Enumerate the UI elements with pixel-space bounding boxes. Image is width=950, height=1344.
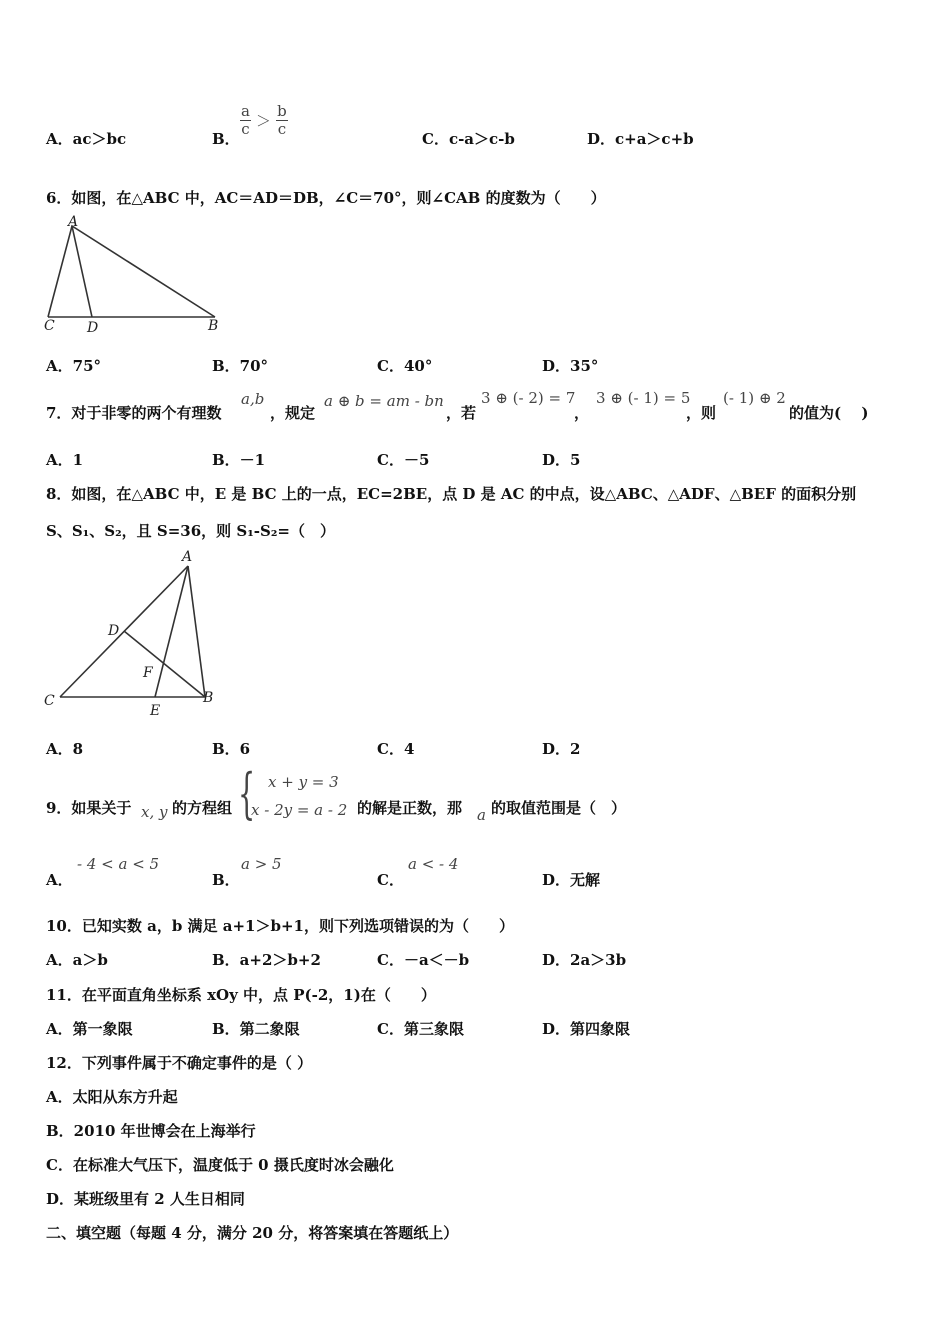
q9-var-a: a: [477, 806, 486, 824]
q9-equation-1: x + y = 3: [268, 773, 339, 791]
q8-option-d: D．2: [542, 740, 581, 758]
q9-option-a-expr: - 4 < a < 5: [77, 855, 160, 873]
q9-option-c: C．: [377, 871, 404, 889]
q5-option-b: B．: [212, 130, 240, 148]
q8-label-a: A: [182, 549, 193, 565]
q6-stem: 6．如图，在△ABC 中，AC＝AD＝DB，∠C＝70°，则∠CAB 的度数为（ ）: [46, 189, 606, 207]
q9-equation-2: x - 2y = a - 2: [251, 801, 348, 819]
q11-option-a: A．第一象限: [46, 1020, 133, 1038]
q10-option-a: A．a＞b: [46, 951, 108, 969]
q12-stem: 12．下列事件属于不确定事件的是（ ）: [46, 1054, 313, 1072]
q7-condition-1: 3 ⊕ (- 2) = 7: [481, 389, 576, 407]
q9-option-d: D．无解: [542, 871, 601, 889]
q8-label-d: D: [108, 623, 120, 639]
q8-label-b: B: [203, 690, 214, 706]
q11-option-b: B．第二象限: [212, 1020, 300, 1038]
q8-option-b: B．6: [212, 740, 251, 758]
q12-option-d: D．某班级里有 2 人生日相同: [46, 1190, 245, 1208]
q8-label-e: E: [150, 703, 161, 719]
q7-expression: (- 1) ⊕ 2: [723, 389, 786, 407]
q7-vars: a,b: [241, 390, 265, 408]
q5-option-b-fraction: $\frac{a}{c}$ ＞ $\frac{b}{c}$: [241, 102, 287, 138]
q12-option-b: B．2010 年世博会在上海举行: [46, 1122, 256, 1140]
q7-stem-suffix: 的值为( ): [789, 404, 869, 422]
q7-option-a: A．1: [46, 451, 84, 469]
section-2-title: 二、填空题（每题 4 分，满分 20 分，将答案填在答题纸上）: [46, 1224, 459, 1242]
q8-label-c: C: [44, 693, 55, 709]
q6-label-d: D: [87, 320, 99, 336]
q7-stem-mid1: ，规定: [270, 404, 316, 422]
q10-option-d: D．2a＞3b: [542, 951, 627, 969]
q9-stem-mid2: 的解是正数，那: [357, 799, 463, 817]
q6-option-c: C．40°: [377, 357, 433, 375]
q6-triangle-figure: [40, 214, 230, 336]
q7-condition-2: 3 ⊕ (- 1) = 5: [596, 389, 691, 407]
q7-stem-mid2: ，若: [446, 404, 477, 422]
q8-label-f: F: [143, 665, 153, 681]
q9-option-c-expr: a < - 4: [408, 855, 459, 873]
q7-stem-prefix: 7．对于非零的两个有理数: [46, 404, 222, 422]
q12-option-a: A．太阳从东方升起: [46, 1088, 178, 1106]
q6-label-b: B: [208, 318, 219, 334]
q8-option-a: A．8: [46, 740, 84, 758]
q6-label-c: C: [44, 318, 55, 334]
q9-option-b-expr: a > 5: [241, 855, 282, 873]
q8-option-c: C．4: [377, 740, 415, 758]
q10-stem: 10．已知实数 a，b 满足 a+1＞b+1，则下列选项错误的为（ ）: [46, 917, 514, 935]
q7-option-d: D．5: [542, 451, 581, 469]
q6-option-d: D．35°: [542, 357, 599, 375]
q10-option-c: C．－a＜－b: [377, 951, 470, 969]
q9-stem-suffix: 的取值范围是（ ）: [491, 799, 627, 817]
q7-option-b: B．－1: [212, 451, 266, 469]
q12-option-c: C．在标准大气压下，温度低于 0 摄氏度时冰会融化: [46, 1156, 394, 1174]
q7-separator: ，: [574, 404, 590, 422]
q9-system-brace: {: [238, 762, 256, 825]
q11-option-d: D．第四象限: [542, 1020, 631, 1038]
q9-option-b: B．: [212, 871, 240, 889]
q7-stem-mid3: ，则: [686, 404, 717, 422]
q11-option-c: C．第三象限: [377, 1020, 464, 1038]
q11-stem: 11．在平面直角坐标系 xOy 中，点 P(-2，1)在（ ）: [46, 986, 436, 1004]
q8-triangle-figure: [40, 545, 225, 720]
q5-option-a: A．ac＞bc: [46, 130, 127, 148]
q8-stem-line1: 8．如图，在△ABC 中，E 是 BC 上的一点，EC=2BE，点 D 是 AC 的中点，设△ABC、△ADF、△BEF 的面积分别: [46, 485, 857, 503]
q7-rule: a ⊕ b = am - bn: [324, 392, 444, 410]
q8-stem-line2: S、S₁、S₂，且 S=36，则 S₁-S₂=（ ）: [46, 522, 335, 540]
q10-option-b: B．a+2＞b+2: [212, 951, 321, 969]
q5-option-c: C．c-a＞c-b: [422, 130, 515, 148]
q9-stem-prefix: 9．如果关于: [46, 799, 132, 817]
q5-option-d: D．c+a＞c+b: [587, 130, 694, 148]
q6-option-b: B．70°: [212, 357, 269, 375]
q9-stem-mid: 的方程组: [172, 799, 233, 817]
q9-vars: x, y: [141, 803, 168, 821]
q7-option-c: C．－5: [377, 451, 430, 469]
q6-option-a: A．75°: [46, 357, 102, 375]
q6-label-a: A: [68, 214, 79, 230]
q9-option-a: A．: [46, 871, 73, 889]
